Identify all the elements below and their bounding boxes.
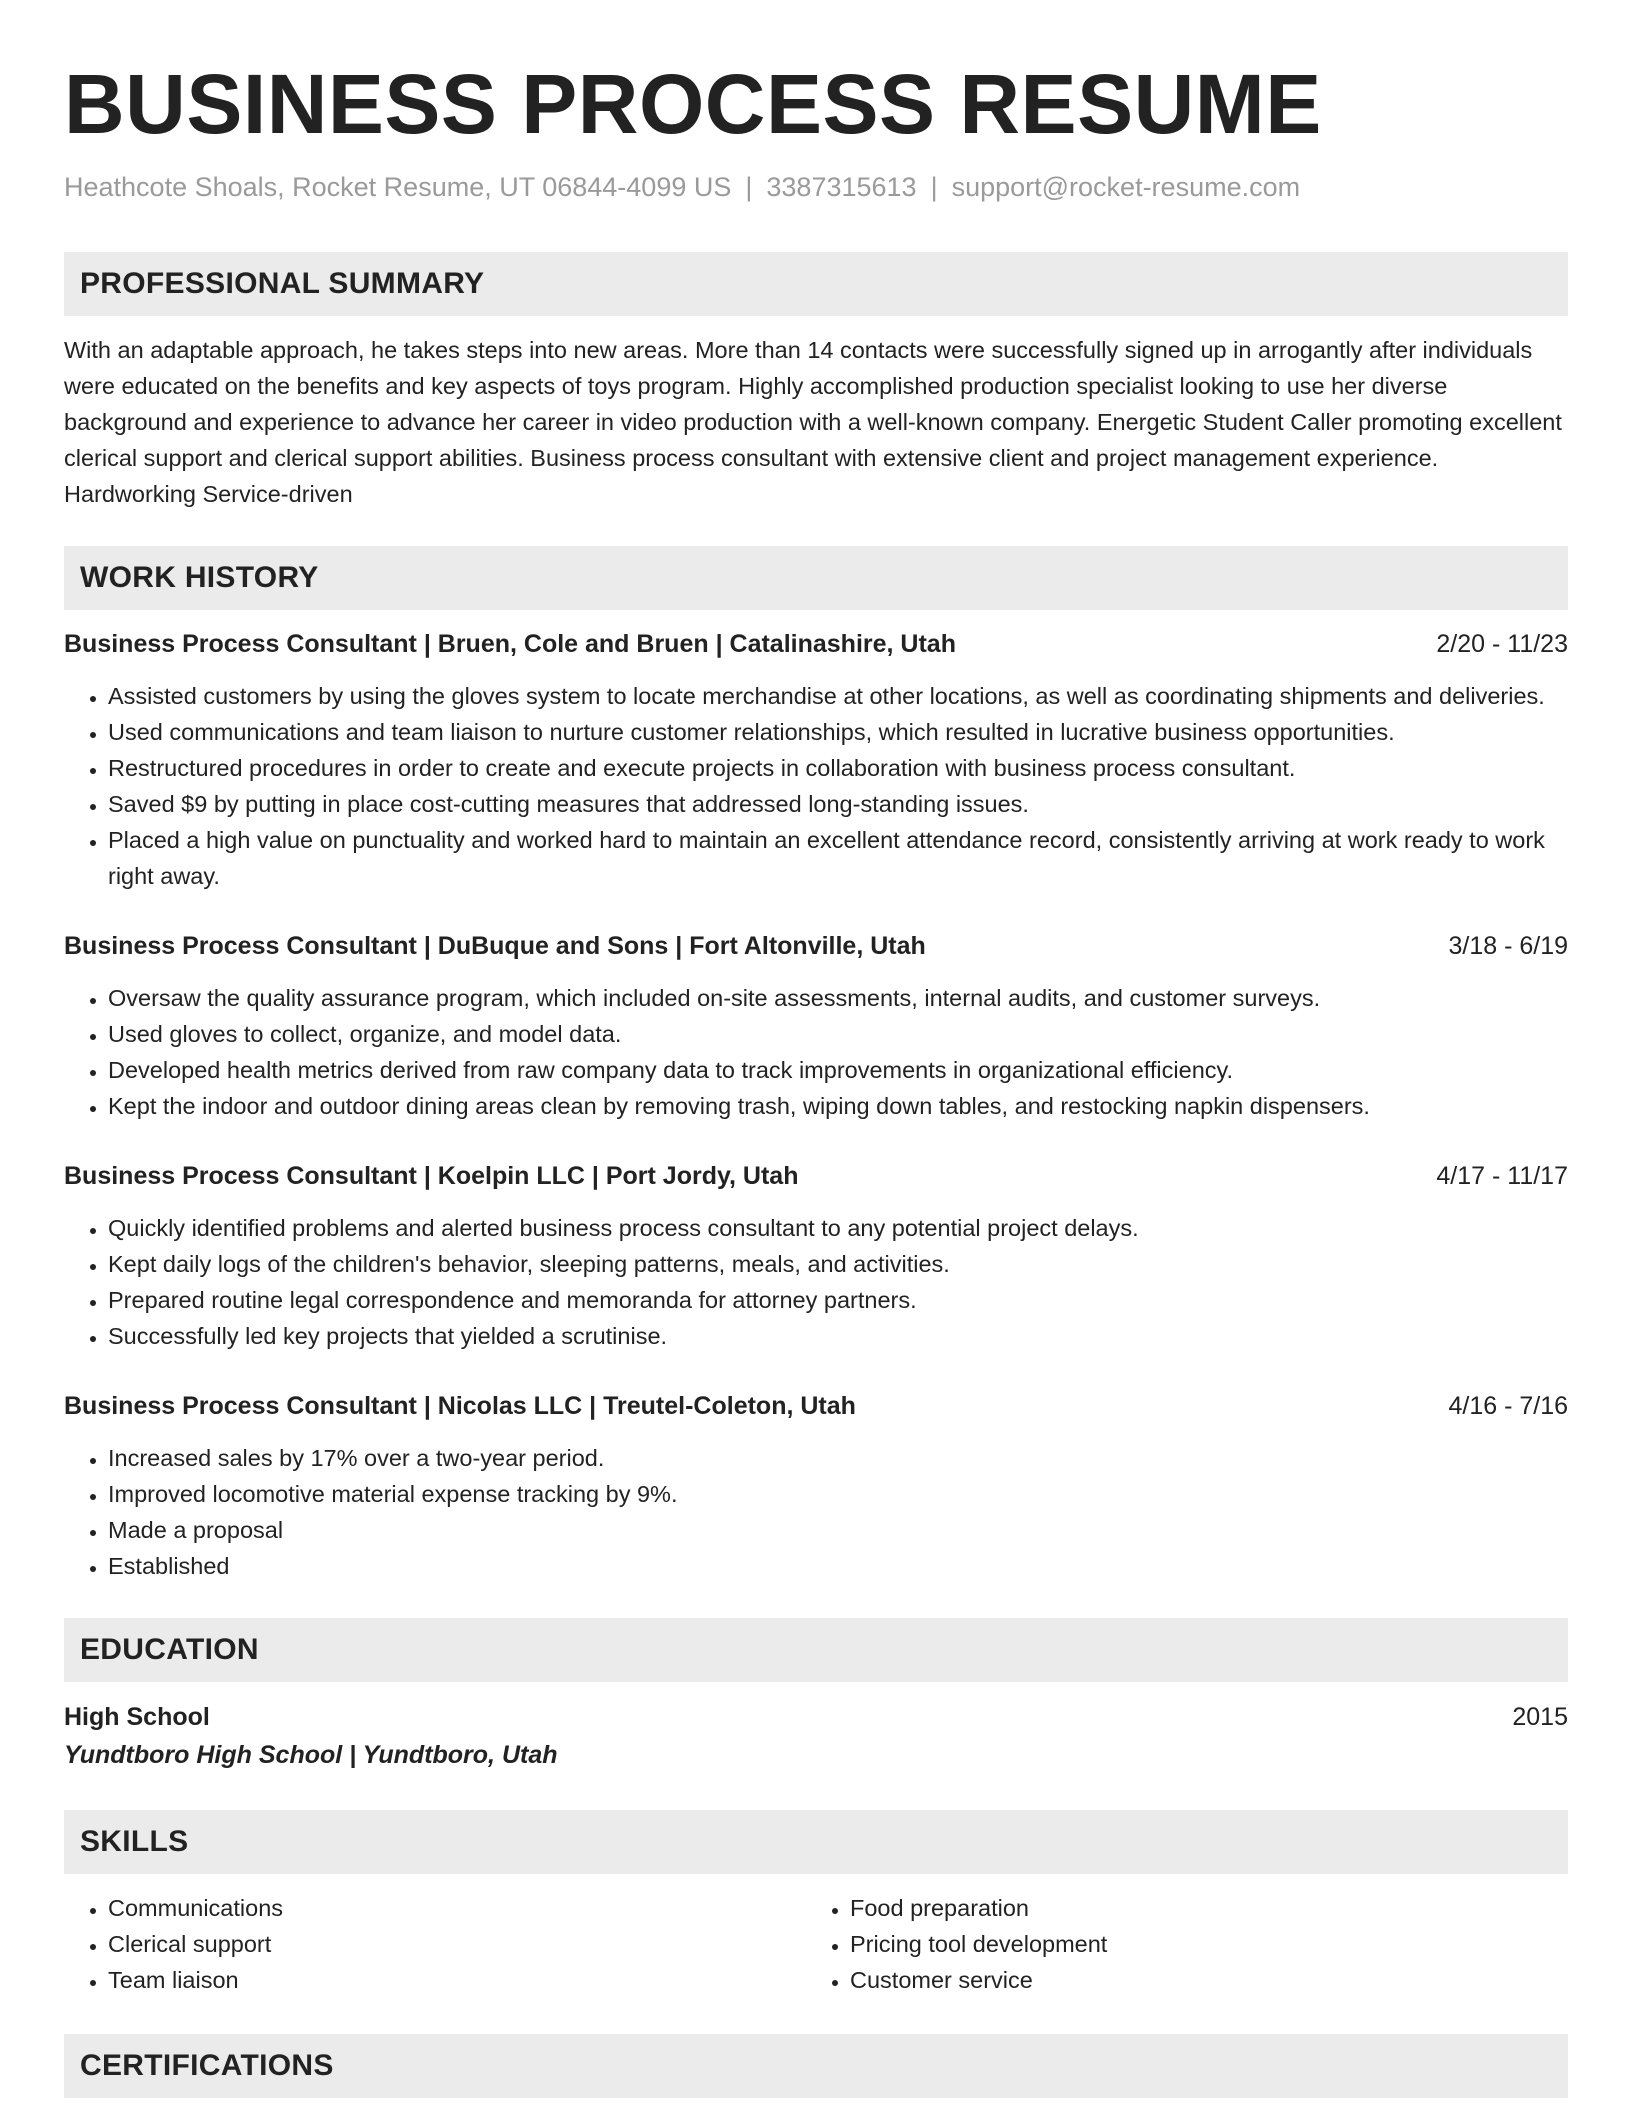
job-header (64, 1388, 1568, 1424)
job-header (64, 626, 1568, 662)
skills-list-right (806, 1890, 1548, 1998)
job-bullet: • Assisted customers by using the gloves system to locate merchandise at other locations, as well as coordinating shipments and deliveries. (108, 678, 1568, 714)
job-bullet-list (64, 1440, 1568, 1584)
section-heading-work-history: WORK HISTORY (64, 546, 1568, 610)
skill-item: • Team liaison (108, 1962, 806, 1998)
section-heading-professional-summary: PROFESSIONAL SUMMARY (64, 252, 1568, 316)
skill-item: • Food preparation (850, 1890, 1548, 1926)
contact-separator: | (745, 172, 753, 202)
education-school: Yundtboro High School | Yundtboro, Utah (64, 1741, 558, 1769)
job-bullet: • Made a proposal (108, 1512, 1568, 1548)
resume-title: BUSINESS PROCESS RESUME (64, 57, 1322, 151)
job-bullet: • Kept the indoor and outdoor dining areas clean by removing trash, wiping down tables, and restocking napkin dispensers. (108, 1088, 1568, 1124)
job-bullet: • Restructured procedures in order to create and execute projects in collaboration with business process consultant. (108, 750, 1568, 786)
section-heading-education: EDUCATION (64, 1618, 1568, 1682)
job-bullet-list (64, 980, 1568, 1124)
contact-address: Heathcote Shoals, Rocket Resume, UT 06844-4099 US (64, 172, 732, 202)
job-header (64, 928, 1568, 964)
job-title: Business Process Consultant | Bruen, Cole and Bruen | Catalinashire, Utah (64, 630, 956, 658)
job-bullet: • Used communications and team liaison to nurture customer relationships, which resulted in lucrative business opportunities. (108, 714, 1568, 750)
job-bullet: • Kept daily logs of the children's behavior, sleeping patterns, meals, and activities. (108, 1246, 1568, 1282)
job-bullet-list (64, 1210, 1568, 1354)
job-dates: 3/18 - 6/19 (1448, 932, 1568, 960)
job-title: Business Process Consultant | Nicolas LLC | Treutel-Coleton, Utah (64, 1392, 856, 1420)
contact-line (64, 170, 1568, 204)
job-bullet: • Quickly identified problems and alerted business process consultant to any potential project delays. (108, 1210, 1568, 1246)
summary-paragraph: With an adaptable approach, he takes steps into new areas. More than 14 contacts were successfully signed up in arrogantly after individuals were educated on the benefits and key aspects of toys program. Highly accomplished production specialist looking to use her diverse background and experience to advance her career in video production with a well-known company. Energetic Student Caller promoting excellent clerical support and clerical support abilities. Business process consultant with extensive client and project management experience. Hardworking Service-driven (64, 337, 1562, 507)
job-bullet: • Oversaw the quality assurance program, which included on-site assessments, internal audits, and customer surveys. (108, 980, 1568, 1016)
contact-separator: | (930, 172, 938, 202)
skills-column-left (64, 1890, 806, 1998)
job-bullet: • Placed a high value on punctuality and worked hard to maintain an excellent attendance record, consistently arriving at work ready to work right away. (108, 822, 1568, 894)
job-bullet: • Developed health metrics derived from raw company data to track improvements in organizational efficiency. (108, 1052, 1568, 1088)
work-history-list (64, 626, 1568, 1584)
job-bullet: • Successfully led key projects that yielded a scrutinise. (108, 1318, 1568, 1354)
skill-item: • Pricing tool development (850, 1926, 1548, 1962)
job-entry (64, 928, 1568, 1124)
skill-item: • Communications (108, 1890, 806, 1926)
job-bullet: • Increased sales by 17% over a two-year period. (108, 1440, 1568, 1476)
resume-page (64, 0, 1568, 2098)
job-entry (64, 1158, 1568, 1354)
section-heading-certifications: CERTIFICATIONS (64, 2034, 1568, 2098)
job-title: Business Process Consultant | DuBuque and Sons | Fort Altonville, Utah (64, 932, 926, 960)
skill-item: • Customer service (850, 1962, 1548, 1998)
job-bullet: • Improved locomotive material expense tracking by 9%. (108, 1476, 1568, 1512)
job-dates: 4/17 - 11/17 (1436, 1162, 1568, 1190)
job-title: Business Process Consultant | Koelpin LLC | Port Jordy, Utah (64, 1162, 799, 1190)
job-entry (64, 626, 1568, 894)
job-bullet: • Prepared routine legal correspondence and memoranda for attorney partners. (108, 1282, 1568, 1318)
job-bullet: • Saved $9 by putting in place cost-cutting measures that addressed long-standing issues. (108, 786, 1568, 822)
education-degree: High School (64, 1703, 210, 1731)
education-year: 2015 (1512, 1703, 1568, 1731)
job-bullet: • Used gloves to collect, organize, and model data. (108, 1016, 1568, 1052)
skills-column-right (806, 1890, 1548, 1998)
education-entry (64, 1698, 1568, 1774)
job-dates: 2/20 - 11/23 (1436, 630, 1568, 658)
section-heading-skills: SKILLS (64, 1810, 1568, 1874)
job-bullet-list (64, 678, 1568, 894)
skill-item: • Clerical support (108, 1926, 806, 1962)
skills-columns (64, 1890, 1568, 1998)
job-bullet: • Established (108, 1548, 1568, 1584)
job-dates: 4/16 - 7/16 (1448, 1392, 1568, 1420)
skills-list-left (64, 1890, 806, 1998)
contact-phone: 3387315613 (766, 172, 917, 202)
job-header (64, 1158, 1568, 1194)
job-entry (64, 1388, 1568, 1584)
education-header (64, 1698, 1568, 1736)
contact-email: support@rocket-resume.com (951, 172, 1301, 202)
